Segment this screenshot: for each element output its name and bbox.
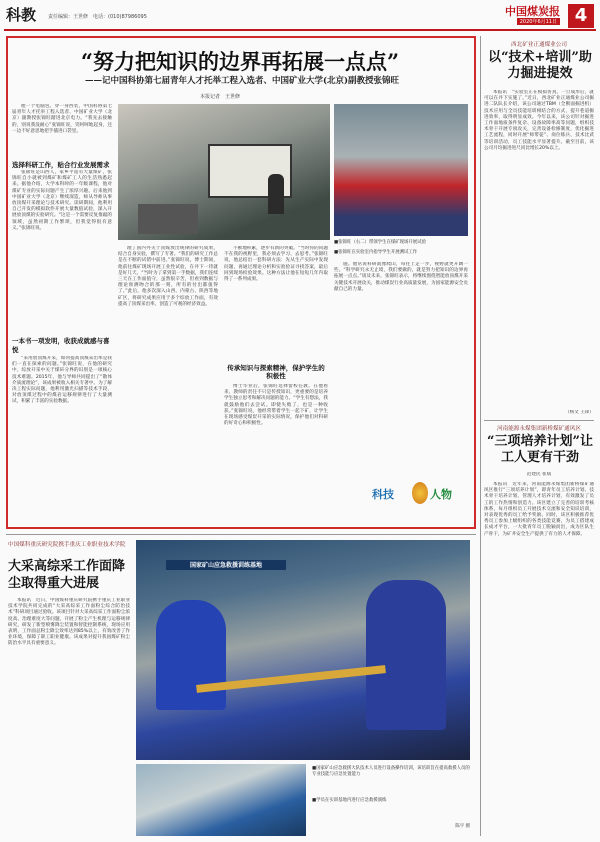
section-head-3: 传承知识与探索精神，保护学生的积极性: [227, 364, 325, 380]
logo-text-left: 科技: [372, 488, 394, 501]
lead-section-1: [12, 170, 112, 330]
science-people-logo: [370, 478, 470, 514]
section-head-2: 一本书一项发明，收获成就感与喜悦: [12, 337, 110, 354]
lower-separator: [6, 534, 476, 535]
masthead: 中国煤炭报: [505, 5, 560, 18]
rescue-training-photo: [136, 540, 470, 760]
header-rule: [4, 29, 596, 31]
lower-body: [8, 598, 130, 836]
caption-group-photo: ■张锦旺（右二）带领学生在煤矿现场开展试验: [334, 240, 426, 245]
side-top-kicker: 西北矿业正通煤业公司: [511, 42, 567, 48]
lead-column-2-text: 理了国内外关于顶煤放出规律的研究成果，结合自身实验，撰写了专著。“我们的研究工作总是在不断的试错中前进。”张锦旺说，博士期间，他前往煤矿现场开展工业性试验，在井下一待就是好几天。“当时为了拿到第一手数据，我们连续三天在工作面值守，虽然很辛苦，但看到数据与理论预测吻合的那一刻，所有的付出都值得了。”此后，他多次深入山西、内蒙古、陕西等地矿区，将研究成果应用于多个综放工作面，有效提高了顶煤采出率，创造了可观的经济效益。: [118, 246, 218, 307]
side-bottom-kicker: 河南能源永煤集团新桥煤矿通风区: [497, 426, 581, 432]
sidebar-divider: [480, 36, 481, 836]
lead-column-4-text: 施。他常说科研就像爬山，每往上走一步，视野就更开阔一些。“科学研究永无止境，我们要做的，就是努力把知识的边界再拓展一点点。”谈及未来，张锦旺表示，将继续围绕智能放顶煤开采关键技术开展攻关，推动煤炭行业高质量发展，为国家能源安全贡献自己的力量。: [334, 262, 468, 292]
lower-title: 大采高综采工作面降尘取得重大进展: [8, 559, 126, 591]
lead-section-2: [12, 356, 112, 524]
side-top-body: [484, 90, 594, 408]
lead-section-1-text: 张锦旺是山西人，家乡平遥有大量煤矿，张锦旺自小就被到煤矿和煤矿工人的生活熟悉起来。据他介绍，大学本科时的一年级课程，他对煤矿专业的实际问题产生了浓厚兴趣。后来他到中国矿业大学（北京）继续深造，师从导师从事放顶煤开采理论与技术研究。读研期间，他利用自己开发的模拟软件开展大量数值试验，深入开展放顶煤的实验研究。“这是一个需要反复推敲的领域，虽然初期工作繁琐，但我觉得很有意义。”张锦旺说。: [12, 170, 112, 231]
side-bottom-body: [484, 482, 594, 836]
caption-big-photo: ■国家矿山应急救援大队技术人员进行设备操作培训，该培训旨在提高救援人员的专业技能与应急处置能力: [312, 766, 470, 777]
lead-intro: [12, 104, 112, 158]
photo-banner: 国家矿山应急救援训练基地: [166, 560, 286, 570]
side-bottom-body-text: 本报讯 近年来，河南能源永煤集团新桥煤矿通风区推行“三项培养计划”，即青年员工培养计划、技术骨干培养计划、管理人才培养计划，有效激发了员工的工作热情和创造力。该区建立了完善的培训考核体系，每月组织员工开展技术交流和安全知识培训，对表现优秀的员工给予奖励。同时，该区积极推荐优秀员工参加上级组织的各类技能竞赛，为员工搭建成长成才平台，一大批青年员工脱颖而出，成为区队生产骨干，为矿井安全生产提供了有力的人才保障。: [484, 482, 594, 537]
drill-photo: [136, 764, 306, 836]
side-top-body-text: 本报讯 “实验室正在模拟仿真，一旦成形后，就可以在井下实施了。”近日，西北矿业正通煤业公司掘进二队队长介绍，该公司通过TBM（全断面掘进机）技术应用与全员技能培训相结合的方式，提升巷道掘进效率，取得明显成效。今年以来，该公司针对掘进工作面地质条件复杂、设备故障率高等问题，组织技术骨干开展专项攻关，完善设备检修制度，优化掘进工艺流程，同时开展“师带徒”、岗位练兵、技术比武等培训活动，员工技能水平显著提升。截至目前，该公司月均掘进进尺同比增长20%以上。: [484, 90, 594, 151]
side-top-title: 以“技术+培训”助力掘进提效: [488, 50, 592, 81]
lead-section-2-text: “采用放顶煤开采，如何提高顶煤采出率是我们一直在探索的问题。”张锦旺说，在他的研究中，综放开采中关于煤矸分界的识别是一项核心技术难题。2015年，他与导师共同提出了“散体介质流理论”，该成果被收入相关专著中。为了解决工程实际问题，他利用激光扫描等技术手段，对放顶煤过程中的煤岩运移规律进行了大量测试，积累了丰富的实验数据。: [12, 356, 112, 405]
lead-title: “努力把知识的边界再拓展一点点”: [80, 49, 400, 74]
logo-text-right: 人物: [430, 488, 452, 501]
mine-group-photo: [334, 104, 468, 236]
lead-subtitle: ——记中国科协第七届青年人才托举工程入选者、中国矿业大学(北京)副教授张锦旺: [84, 76, 400, 86]
lower-kicker: 中国煤科重庆研究院携手重庆工业职业技术学院: [8, 542, 126, 548]
side-bottom-title: “三项培养计划”让工人更有干劲: [487, 434, 593, 465]
header-meta: 责任编辑：王世修 电话：(010)87986095: [48, 14, 147, 20]
issue-date: 2020年6月11日: [517, 18, 560, 25]
side-separator: [484, 420, 594, 421]
desk-shape: [138, 204, 198, 234]
side-top-byline: （杨文 王锋）: [564, 410, 594, 415]
logo-figure-icon: [412, 482, 428, 504]
lead-section-3-text: 博士毕业后，张锦旺选择留校任教。在他看来，教师的责任不只是传授知识，更重要的是培养学生独立思考和解决问题的能力。“学生有想法，我就鼓励他们去尝试。即使失败了，也是一种收获。”张锦旺说，他经常带着学生一起下矿，让学生在现场感受煤炭开采的实际情况，保护他们对科研的好奇心和积极性。: [224, 384, 328, 427]
lower-body-text: 本报讯 近日，中国煤科重庆研究院携手重庆工业职业技术学院共同完成的“大采高综采工作面粉尘综合防治技术”科研项目通过验收。该项目针对大采高综采工作面粉尘浓度高、治理难度大等问题，开展了粉尘产生机理与运移规律研究，研发了新型喷雾降尘装置和智能控制系统，现场应用表明，工作面总粉尘降尘效率达到85%以上，有效改善了作业环境，保障了职工职业健康。该成果对提升我国煤矿粉尘防治水平具有重要意义。: [8, 598, 130, 647]
lead-column-2: [118, 246, 218, 524]
lead-column-4: [334, 262, 468, 474]
section-head-1: 选择科研工作，贴合行业发展需求: [12, 161, 110, 169]
section-name: 科教: [6, 6, 37, 24]
lead-intro-text: 他一个电脑包、穿一身西装，中国科协第七届青年人才托举工程入选者、中国矿业大学（北京）副教授张锦旺踏进北京电力。“我先去接触的，别说我没耐心”张锦旺说，笑呵呵地起身，还一边不好意思地把手插进口袋里。: [12, 104, 112, 134]
page-number: 4: [568, 4, 594, 28]
trainee-figure-right: [366, 580, 446, 730]
side-bottom-byline: 范建民 崔斌: [526, 472, 552, 477]
caption-lab-photo: ■张锦旺在实验室内指导学生开展测试工作: [334, 250, 418, 255]
lead-section-3: [224, 384, 328, 524]
trainee-figure-left: [156, 600, 226, 710]
caption-small-photo: ■学员在实训基地内进行应急救援演练: [312, 798, 387, 803]
lead-column-3a-text: 不断地积累，逐步有新的突破。“当时你的问题不在我的视野里，我必须去学习、去思考。”张锦旺说，他总结出一套科研方法：先从生产实际中发现问题，再通过理论分析和实验验证寻找答案，最后回到现场检验效果。这种方法让他在短短几年内取得了一系列成果。: [224, 246, 328, 283]
lead-column-3a: [224, 246, 328, 360]
lab-photo: [118, 104, 330, 240]
lead-byline: 本报记者 王世修: [200, 94, 241, 100]
presenter-figure: [268, 174, 284, 214]
photo-byline: 陈宇 摄: [451, 824, 470, 829]
